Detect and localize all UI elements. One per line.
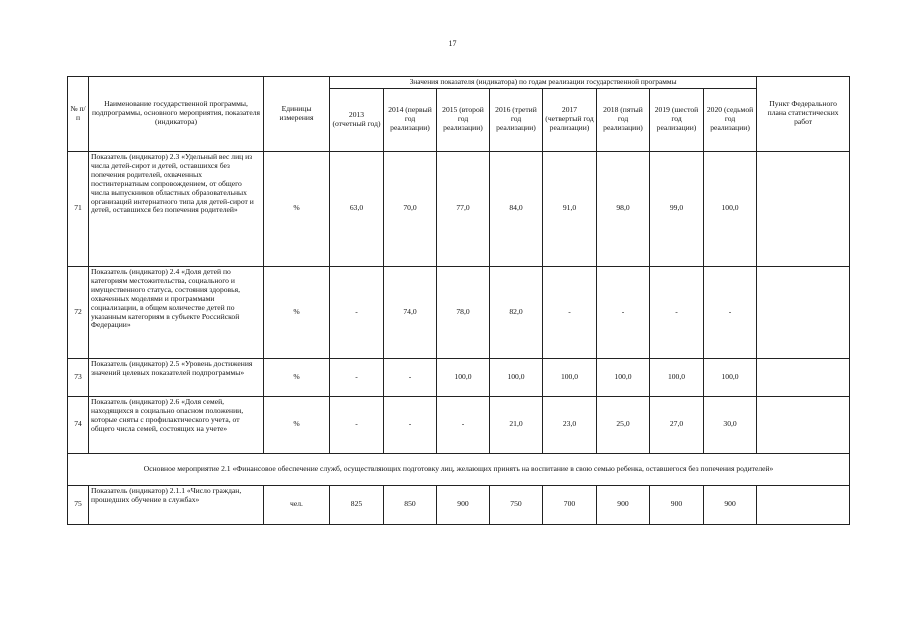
table-row bbox=[68, 396, 850, 453]
table-row bbox=[68, 151, 850, 266]
value-cell: - bbox=[704, 266, 757, 358]
header-name: Наименование государственной программы, подпрограммы, основного мероприятия, показателя (индикатора) bbox=[89, 77, 264, 152]
unit-cell: % bbox=[264, 266, 330, 358]
table-row bbox=[68, 358, 850, 396]
value-cell: 850 bbox=[384, 485, 437, 524]
value-cell: 700 bbox=[543, 485, 597, 524]
value-cell: 70,0 bbox=[384, 151, 437, 266]
value-cell: - bbox=[384, 358, 437, 396]
value-cell: 63,0 bbox=[330, 151, 384, 266]
value-cell: 900 bbox=[597, 485, 650, 524]
value-cell: 100,0 bbox=[490, 358, 543, 396]
value-cell: - bbox=[543, 266, 597, 358]
value-cell: 30,0 bbox=[704, 396, 757, 453]
value-cell: - bbox=[330, 358, 384, 396]
unit-cell: % bbox=[264, 151, 330, 266]
value-cell: 77,0 bbox=[437, 151, 490, 266]
plan-cell bbox=[757, 358, 850, 396]
value-cell: 100,0 bbox=[704, 358, 757, 396]
header-no: № п/п bbox=[68, 77, 89, 152]
value-cell: 900 bbox=[437, 485, 490, 524]
value-cell: 21,0 bbox=[490, 396, 543, 453]
header-year: 2017 (четвертый год реализации) bbox=[543, 88, 597, 151]
value-cell: 100,0 bbox=[543, 358, 597, 396]
value-cell: 27,0 bbox=[650, 396, 704, 453]
plan-cell bbox=[757, 151, 850, 266]
value-cell: 100,0 bbox=[704, 151, 757, 266]
value-cell: 74,0 bbox=[384, 266, 437, 358]
value-cell: - bbox=[330, 396, 384, 453]
plan-cell bbox=[757, 396, 850, 453]
plan-cell bbox=[757, 485, 850, 524]
section-row bbox=[68, 453, 850, 485]
value-cell: - bbox=[437, 396, 490, 453]
indicator-name: Показатель (индикатор) 2.1.1 «Число граждан, прошедших обучение в службах» bbox=[89, 485, 264, 524]
row-number: 71 bbox=[68, 151, 89, 266]
header-year: 2016 (третий год реализации) bbox=[490, 88, 543, 151]
row-number: 73 bbox=[68, 358, 89, 396]
value-cell: 91,0 bbox=[543, 151, 597, 266]
value-cell: - bbox=[384, 396, 437, 453]
header-year: 2015 (второй год реализации) bbox=[437, 88, 490, 151]
value-cell: 900 bbox=[650, 485, 704, 524]
header-year: 2013 (отчетный год) bbox=[330, 88, 384, 151]
value-cell: 99,0 bbox=[650, 151, 704, 266]
value-cell: 84,0 bbox=[490, 151, 543, 266]
header-unit: Единицы измерения bbox=[264, 77, 330, 152]
value-cell: 100,0 bbox=[597, 358, 650, 396]
table-row bbox=[68, 485, 850, 524]
value-cell: 900 bbox=[704, 485, 757, 524]
header-year: 2014 (первый год реализации) bbox=[384, 88, 437, 151]
indicator-name: Показатель (индикатор) 2.4 «Доля детей по категориям местожительства, социального и имущественного статуса, состояния здоровья, охваченных моделями и программами социализации, в общем количестве детей по указанным категориям в субъекте Российской Федерации» bbox=[89, 266, 264, 358]
value-cell: 78,0 bbox=[437, 266, 490, 358]
page-number: 17 bbox=[448, 39, 457, 48]
row-number: 74 bbox=[68, 396, 89, 453]
value-cell: 25,0 bbox=[597, 396, 650, 453]
table-row bbox=[68, 266, 850, 358]
row-number: 72 bbox=[68, 266, 89, 358]
value-cell: - bbox=[650, 266, 704, 358]
indicators-table bbox=[67, 76, 850, 525]
indicator-name: Показатель (индикатор) 2.3 «Удельный вес лиц из числа детей-сирот и детей, оставшихся без попечения родителей, охваченных постинтернатным сопровождением, от общего числа выпускников областных образовательных организаций интернатного типа для детей-сирот и детей, оставшихся без попечения родителей» bbox=[89, 151, 264, 266]
header-values-group: Значения показателя (индикатора) по годам реализации государственной программы bbox=[330, 77, 757, 89]
value-cell: 750 bbox=[490, 485, 543, 524]
row-number: 75 bbox=[68, 485, 89, 524]
header-plan: Пункт Федерального плана статистических работ bbox=[757, 77, 850, 152]
unit-cell: чел. bbox=[264, 485, 330, 524]
indicator-name: Показатель (индикатор) 2.6 «Доля семей, находящихся в социально опасном положении, которые сняты с профилактического учета, от общего числа семей, состоящих на учете» bbox=[89, 396, 264, 453]
unit-cell: % bbox=[264, 396, 330, 453]
value-cell: 825 bbox=[330, 485, 384, 524]
header-year: 2020 (седьмой год реализации) bbox=[704, 88, 757, 151]
value-cell: 100,0 bbox=[437, 358, 490, 396]
indicator-name: Показатель (индикатор) 2.5 «Уровень достижения значений целевых показателей подпрограммы» bbox=[89, 358, 264, 396]
value-cell: - bbox=[330, 266, 384, 358]
plan-cell bbox=[757, 266, 850, 358]
unit-cell: % bbox=[264, 358, 330, 396]
value-cell: 98,0 bbox=[597, 151, 650, 266]
value-cell: - bbox=[597, 266, 650, 358]
value-cell: 23,0 bbox=[543, 396, 597, 453]
header-year: 2019 (шестой год реализации) bbox=[650, 88, 704, 151]
header-year: 2018 (пятый год реализации) bbox=[597, 88, 650, 151]
value-cell: 82,0 bbox=[490, 266, 543, 358]
section-title: Основное мероприятие 2.1 «Финансовое обеспечение служб, осуществляющих подготовку лиц, желающих принять на воспитание в свою семью ребенка, оставшегося без попечения родителей» bbox=[68, 453, 850, 485]
value-cell: 100,0 bbox=[650, 358, 704, 396]
